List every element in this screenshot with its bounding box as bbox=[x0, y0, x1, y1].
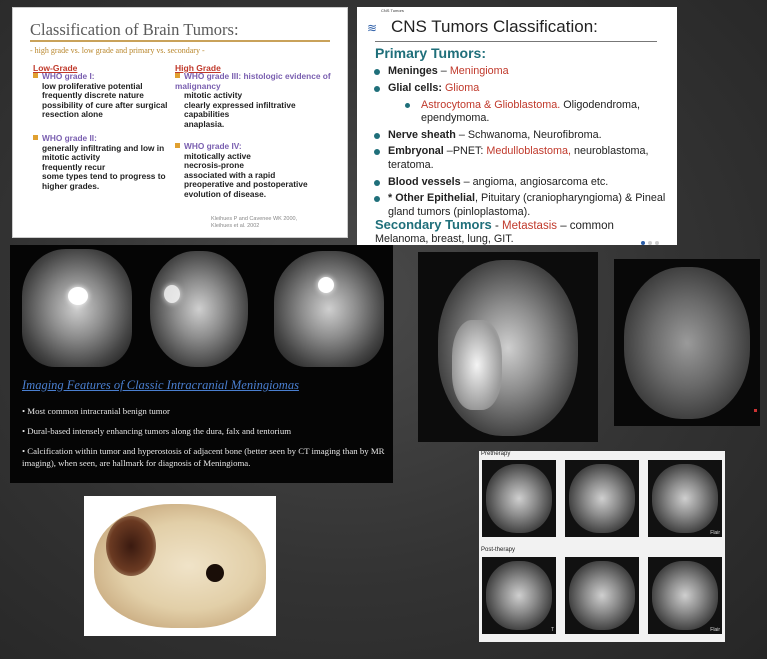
bullet-text: • Most common intracranial benign tumor bbox=[22, 406, 170, 416]
grade-1-block: WHO grade I: low proliferative potential frequently discrete nature possibility of cure after surgical resection alone bbox=[33, 72, 168, 120]
primary-tumors-heading: Primary Tumors: bbox=[375, 45, 486, 61]
list-item: * Other Epithelial, Pituitary (craniopharyngioma) & Pineal gland tumors (pinloplastoma). bbox=[373, 192, 669, 219]
low-grade-heading: Low-Grade bbox=[33, 63, 78, 73]
mri-image bbox=[482, 460, 556, 537]
brain-specimen-photo bbox=[84, 496, 276, 636]
brain-tumor-classification-slide bbox=[12, 7, 348, 238]
grade-3-block: WHO grade III: histologic evidence of malignancy mitotic activity clearly expressed infiltrative capabilities anaplasia. bbox=[175, 71, 331, 129]
square-bullet-icon bbox=[175, 143, 180, 148]
square-bullet-icon bbox=[175, 73, 180, 78]
bullet-icon bbox=[374, 149, 380, 155]
secondary-tumors-line: Secondary Tumors - Metastasis – common bbox=[375, 217, 614, 232]
high-grade-heading: High Grade bbox=[175, 63, 221, 73]
axial-mri-image bbox=[150, 251, 248, 367]
post-therapy-label: Post-therapy bbox=[481, 547, 516, 553]
flair-brain-mri-image bbox=[614, 259, 760, 426]
mri-image bbox=[565, 557, 639, 634]
mri-image: Flair bbox=[648, 557, 722, 634]
list-item: Blood vessels – angioma, angiosarcoma etc. bbox=[373, 176, 669, 189]
bullet-icon bbox=[405, 103, 410, 108]
grade-4-block: WHO grade IV: mitotically active necrosis-prone associated with a rapid preoperative and postoperative evolution of disease. bbox=[175, 142, 325, 199]
therapy-comparison-grid bbox=[479, 451, 725, 642]
slide-subtitle: - high grade vs. low grade and primary vs. secondary - bbox=[30, 46, 205, 55]
pretherapy-label: Pretherapy bbox=[481, 451, 511, 457]
axial-brain-mri-image bbox=[418, 252, 598, 442]
slide-pager bbox=[641, 232, 662, 245]
bullet-text: • Calcification within tumor and hyperostosis of adjacent bone (better seen by CT imaging than by MR imaging), when seen, are hallmark for diagnosis of Meningioma. bbox=[22, 446, 385, 468]
mri-image bbox=[565, 460, 639, 537]
citation: Kleihues P and Cavenee WK 2000, Kleihues et al. 2002 bbox=[211, 216, 298, 229]
list-item: Embryonal –PNET: Medulloblastoma, neuroblastoma, teratoma. bbox=[373, 145, 669, 172]
slide-heading: Imaging Features of Classic Intracranial Meningiomas bbox=[22, 378, 299, 392]
square-bullet-icon bbox=[33, 135, 38, 140]
cns-tumors-classification-slide bbox=[357, 7, 677, 245]
title-divider bbox=[375, 41, 657, 42]
bullet-icon bbox=[374, 196, 380, 202]
mri-image: T bbox=[482, 557, 556, 634]
list-item: Meninges – Meningioma bbox=[373, 65, 669, 78]
primary-tumors-list bbox=[373, 65, 669, 222]
coronal-enhanced-mri-image bbox=[274, 251, 384, 367]
bullet-icon bbox=[374, 180, 380, 186]
tiny-header: CNS Tumors bbox=[381, 8, 404, 13]
list-item: Astrocytoma & Glioblastoma. Oligodendroma, ependymoma. bbox=[373, 99, 669, 126]
list-item: Glial cells: Glioma bbox=[373, 82, 669, 95]
list-item: Nerve sheath – Schwanoma, Neurofibroma. bbox=[373, 129, 669, 142]
marker bbox=[754, 409, 757, 412]
title-divider bbox=[30, 40, 330, 42]
grade-2-block: WHO grade II: generally infiltrating and low in mitotic activity frequently recur some types tend to progress to higher grades. bbox=[33, 134, 168, 191]
bullet-icon bbox=[374, 86, 380, 92]
secondary-tumors-examples: Melanoma, breast, lung, GIT. bbox=[375, 233, 514, 245]
logo-icon: ≋ bbox=[367, 21, 378, 35]
bullet-text: • Dural-based intensely enhancing tumors along the dura, falx and tentorium bbox=[22, 426, 292, 436]
square-bullet-icon bbox=[33, 73, 38, 78]
meningioma-imaging-slide bbox=[10, 245, 393, 483]
coronal-mri-image bbox=[22, 249, 132, 367]
mri-image: Flair bbox=[648, 460, 722, 537]
slide-title: Classification of Brain Tumors: bbox=[30, 20, 239, 39]
bullet-icon bbox=[374, 69, 380, 75]
bullet-icon bbox=[374, 133, 380, 139]
slide-title: CNS Tumors Classification: bbox=[391, 17, 598, 36]
